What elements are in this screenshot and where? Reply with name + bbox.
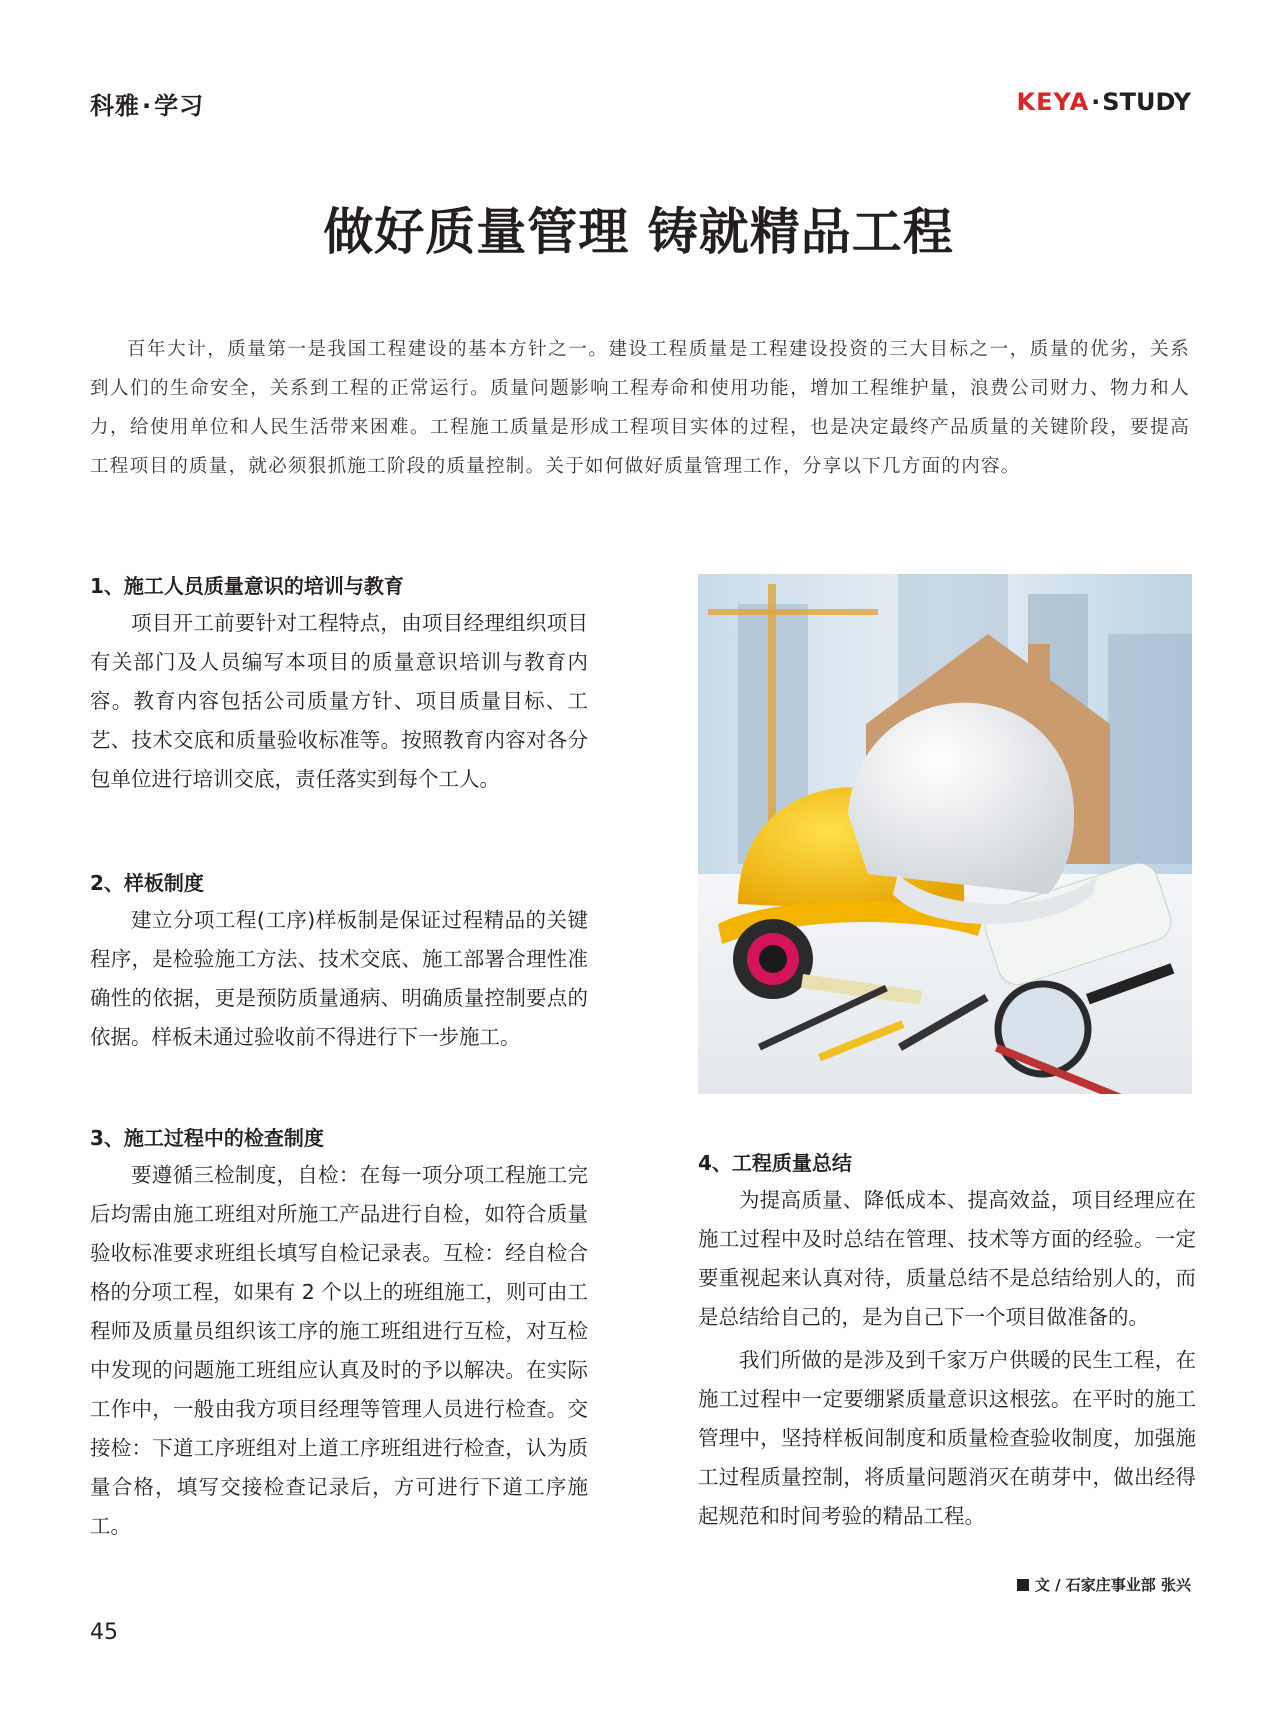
section-2-paragraph: 建立分项工程(工序)样板制是保证过程精品的关键程序，是检验施工方法、技术交底、施工部署合理性准确性的依据，更是预防质量通病、明确质量控制要点的依据。样板未通过验收前不得进行下一步施工。 xyxy=(90,908,588,1049)
section-3-paragraph: 要遵循三检制度，自检：在每一项分项工程施工完后均需由施工班组对所施工产品进行自检，如符合质量验收标准要求班组长填写自检记录表。互检：经自检合格的分项工程，如果有 2 个以上的班组施工，则可由工程师及质量员组织该工序的施工班组进行互检，对互检中发现的问题施工班组应认真及时的予以解决。在实际工作中，一般由我方项目经理等管理人员进行检查。交接检：下道工序班组对上道工序班组进行检查，认为质量合格，填写交接检查记录后，方可进行下道工序施工。 xyxy=(90,1163,588,1538)
page-number: 45 xyxy=(90,1620,118,1645)
magazine-section-label-en xyxy=(1017,88,1191,116)
byline-text: 文 / 石家庄事业部 张兴 xyxy=(1034,1576,1191,1594)
article-title: 做好质量管理 铸就精品工程 xyxy=(323,203,954,261)
section-2 xyxy=(90,865,588,1057)
section-4 xyxy=(698,1145,1196,1536)
brand-keya: KEYA xyxy=(1016,88,1090,116)
section-1-paragraph: 项目开工前要针对工程特点，由项目经理组织项目有关部门及人员编写本项目的质量意识培训与教育内容。教育内容包括公司质量方针、项目质量目标、工艺、技术交底和质量验收标准等。按照教育内容对各分包单位进行培训交底，责任落实到每个工人。 xyxy=(90,611,588,791)
section-3 xyxy=(90,1120,588,1546)
section-1 xyxy=(90,568,588,799)
section-label-brand: 科雅 xyxy=(90,92,140,120)
brand-separator: · xyxy=(1091,88,1101,116)
section-2-heading: 2、样板制度 xyxy=(90,871,204,895)
byline-square-icon xyxy=(1017,1579,1029,1591)
brand-study: STUDY xyxy=(1102,88,1191,116)
author-byline xyxy=(1017,1574,1191,1595)
section-label-separator: · xyxy=(142,92,153,120)
section-4-paragraph-1: 为提高质量、降低成本、提高效益，项目经理应在施工过程中及时总结在管理、技术等方面的经验。一定要重视起来认真对待，质量总结不是总结给别人的，而是总结给自己的，是为自己下一个项目做准备的。 xyxy=(698,1188,1196,1329)
section-4-heading: 4、工程质量总结 xyxy=(698,1151,852,1175)
construction-photo xyxy=(698,574,1192,1094)
section-label-sub: 学习 xyxy=(154,92,205,120)
section-3-heading: 3、施工过程中的检查制度 xyxy=(90,1126,324,1150)
section-1-heading: 1、施工人员质量意识的培训与教育 xyxy=(90,574,404,598)
magazine-section-label xyxy=(90,86,204,121)
intro-paragraph: 百年大计，质量第一是我国工程建设的基本方针之一。建设工程质量是工程建设投资的三大目标之一，质量的优劣，关系到人们的生命安全，关系到工程的正常运行。质量问题影响工程寿命和使用功能，增加工程维护量，浪费公司财力、物力和人力，给使用单位和人民生活带来困难。工程施工质量是形成工程项目实体的过程，也是决定最终产品质量的关键阶段，要提高工程项目的质量，就必须狠抓施工阶段的质量控制。关于如何做好质量管理工作，分享以下几方面的内容。 xyxy=(90,339,1190,477)
section-4-paragraph-2: 我们所做的是涉及到千家万户供暖的民生工程，在施工过程中一定要绷紧质量意识这根弦。在平时的施工管理中，坚持样板间制度和质量检查验收制度，加强施工过程质量控制，将质量问题消灭在萌芽中，做出经得起规范和时间考验的精品工程。 xyxy=(698,1348,1196,1528)
